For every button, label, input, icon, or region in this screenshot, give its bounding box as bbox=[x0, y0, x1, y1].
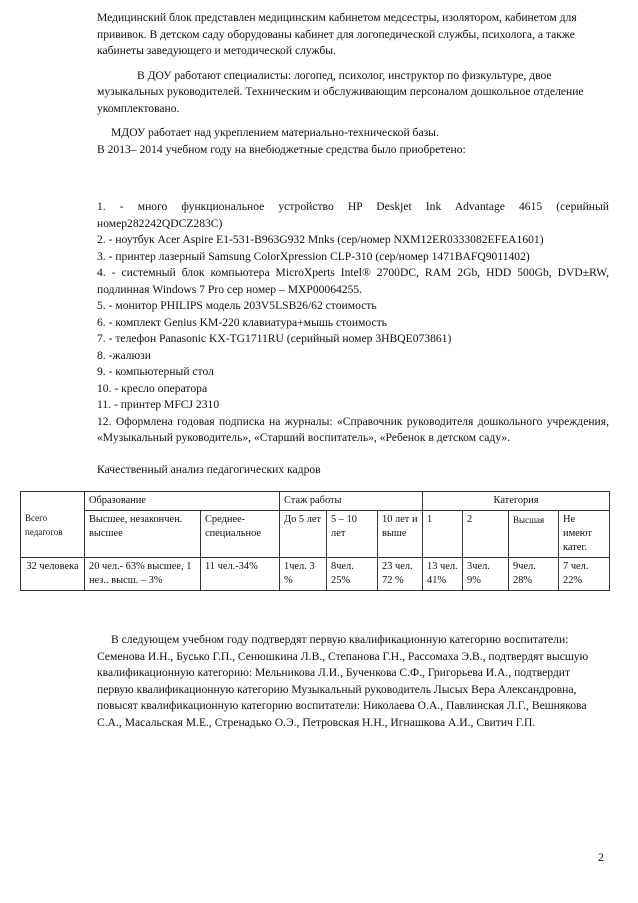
subheader-cat-highest: Высшая bbox=[509, 511, 559, 558]
subheader-exp-5-10: 5 – 10 лет bbox=[327, 511, 378, 558]
subheader-exp-over-10: 10 лет и выше bbox=[378, 511, 423, 558]
list-item: 9. - компьютерный стол bbox=[97, 365, 214, 378]
header-total-staff: Всего педагогов bbox=[21, 492, 85, 558]
list-item: 4. - системный блок компьютера MicroXperts Intel® 2700DC, RAM 2Gb, HDD 500Gb, DVD±RW, подлинная Windows 7 Pro сер номер – MXP00064255. bbox=[97, 266, 609, 296]
header-experience: Стаж работы bbox=[280, 492, 423, 511]
cell-cat-highest: 9чел. 28% bbox=[509, 558, 559, 591]
closing-paragraph: В следующем учебном году подтвердят первую квалификационную категорию воспитатели: Семенова И.Н., Бусько Г.П., Сенюшкина Л.В., Степанова Г.Н., Рассомаха Э.В., подтвердят высшую квалификационную категорию: Мельникова Л.И., Бученкова С.Ф., Григорьева И.А., подтвердит первую квалификационную категорию Музыкальный руководитель Лысых Вера Александровна, повысят квалификационную категорию воспитатели: Николаева О.А., Павлинская Л.Г., Вешнякова С.А., Масальская М.Е., Стренадько О.Э., Петровская Н.Н., Игнашкова А.И., Свитич Г.П. bbox=[97, 633, 589, 729]
header-education: Образование bbox=[85, 492, 280, 511]
list-item: 10. - кресло оператора bbox=[97, 381, 208, 395]
list-item: 2. - ноутбук Acer Aspire E1-531-B963G932 Mnks (сер/номер NXM12ER0333082EFEA1601) bbox=[97, 233, 544, 246]
cell-secondary: 11 чел.-34% bbox=[201, 558, 280, 591]
list-item: 11. - принтер MFCJ 2310 bbox=[97, 398, 220, 411]
table-header-row bbox=[21, 492, 610, 511]
cell-exp-under-5: 1чел. 3 % bbox=[280, 558, 327, 591]
list-item: 3. - принтер лазерный Samsung ColorXpression CLP-310 (сер/номер 1471BAFQ9011402) bbox=[97, 249, 530, 263]
intro-paragraph-medical: Медицинский блок представлен медицинским кабинетом медсестры, изолятором, кабинетом для прививок. В детском саду оборудованы кабинет для логопедической службы, психолога, а также кабинеты заведующего и методической службы. bbox=[97, 11, 577, 57]
cell-total: 32 человека bbox=[21, 558, 85, 591]
cell-exp-5-10: 8чел. 25% bbox=[327, 558, 378, 591]
header-category: Категория bbox=[423, 492, 610, 511]
subheader-cat-none: Не имеют катег. bbox=[559, 511, 610, 558]
list-item: 8. -жалюзи bbox=[97, 348, 151, 362]
intro-block bbox=[97, 10, 609, 158]
list-item: 7. - телефон Panasonic KX-TG1711RU (серийный номер 3HBQE073861) bbox=[97, 332, 452, 345]
purchase-list bbox=[97, 199, 609, 447]
list-item: 6. - комплект Genius KM-220 клавиатура+мышь стоимость bbox=[97, 315, 387, 329]
page-number: 2 bbox=[598, 850, 604, 864]
cell-higher: 20 чел.- 63% высшее, 1 нез.. высш. – 3% bbox=[85, 558, 201, 591]
subheader-higher: Высшее, незакончен. высшее bbox=[85, 511, 201, 558]
cell-cat-1: 13 чел. 41% bbox=[423, 558, 463, 591]
intro-paragraph-purchases: В 2013– 2014 учебном году на внебюджетные средства было приобретено: bbox=[97, 142, 466, 156]
subheader-secondary: Среднее-специальное bbox=[201, 511, 280, 558]
table-row bbox=[21, 558, 610, 591]
subheader-cat-2: 2 bbox=[463, 511, 509, 558]
list-item: 12. Оформлена годовая подписка на журналы: «Справочник руководителя дошкольного учреждения, «Музыкальный руководитель», «Старший воспитатель», «Ребенок в детском саду». bbox=[97, 414, 609, 444]
cell-cat-none: 7 чел. 22% bbox=[559, 558, 610, 591]
table-subheader-row bbox=[21, 511, 610, 558]
list-item: 1. - много функциональное устройство HP Deskjet Ink Advantage 4615 (серийный номер282242QDCZ283C) bbox=[97, 200, 609, 230]
cell-exp-over-10: 23 чел. 72 % bbox=[378, 558, 423, 591]
subheader-cat-1: 1 bbox=[423, 511, 463, 558]
intro-paragraph-base: МДОУ работает над укреплением материально-технической базы. bbox=[111, 126, 439, 139]
subheader-exp-under-5: До 5 лет bbox=[280, 511, 327, 558]
cell-cat-2: 3чел. 9% bbox=[463, 558, 509, 591]
staff-analysis-table bbox=[20, 491, 610, 591]
analysis-heading: Качественный анализ педагогических кадров bbox=[97, 463, 321, 476]
list-item: 5. - монитор PHILIPS модель 203V5LSB26/62 стоимость bbox=[97, 299, 377, 312]
intro-paragraph-specialists: В ДОУ работают специалисты: логопед, психолог, инструктор по физкультуре, двое музыкальных руководителей. Техническим и обслуживающим персоналом дошкольное отделение укомплектовано. bbox=[97, 68, 584, 115]
